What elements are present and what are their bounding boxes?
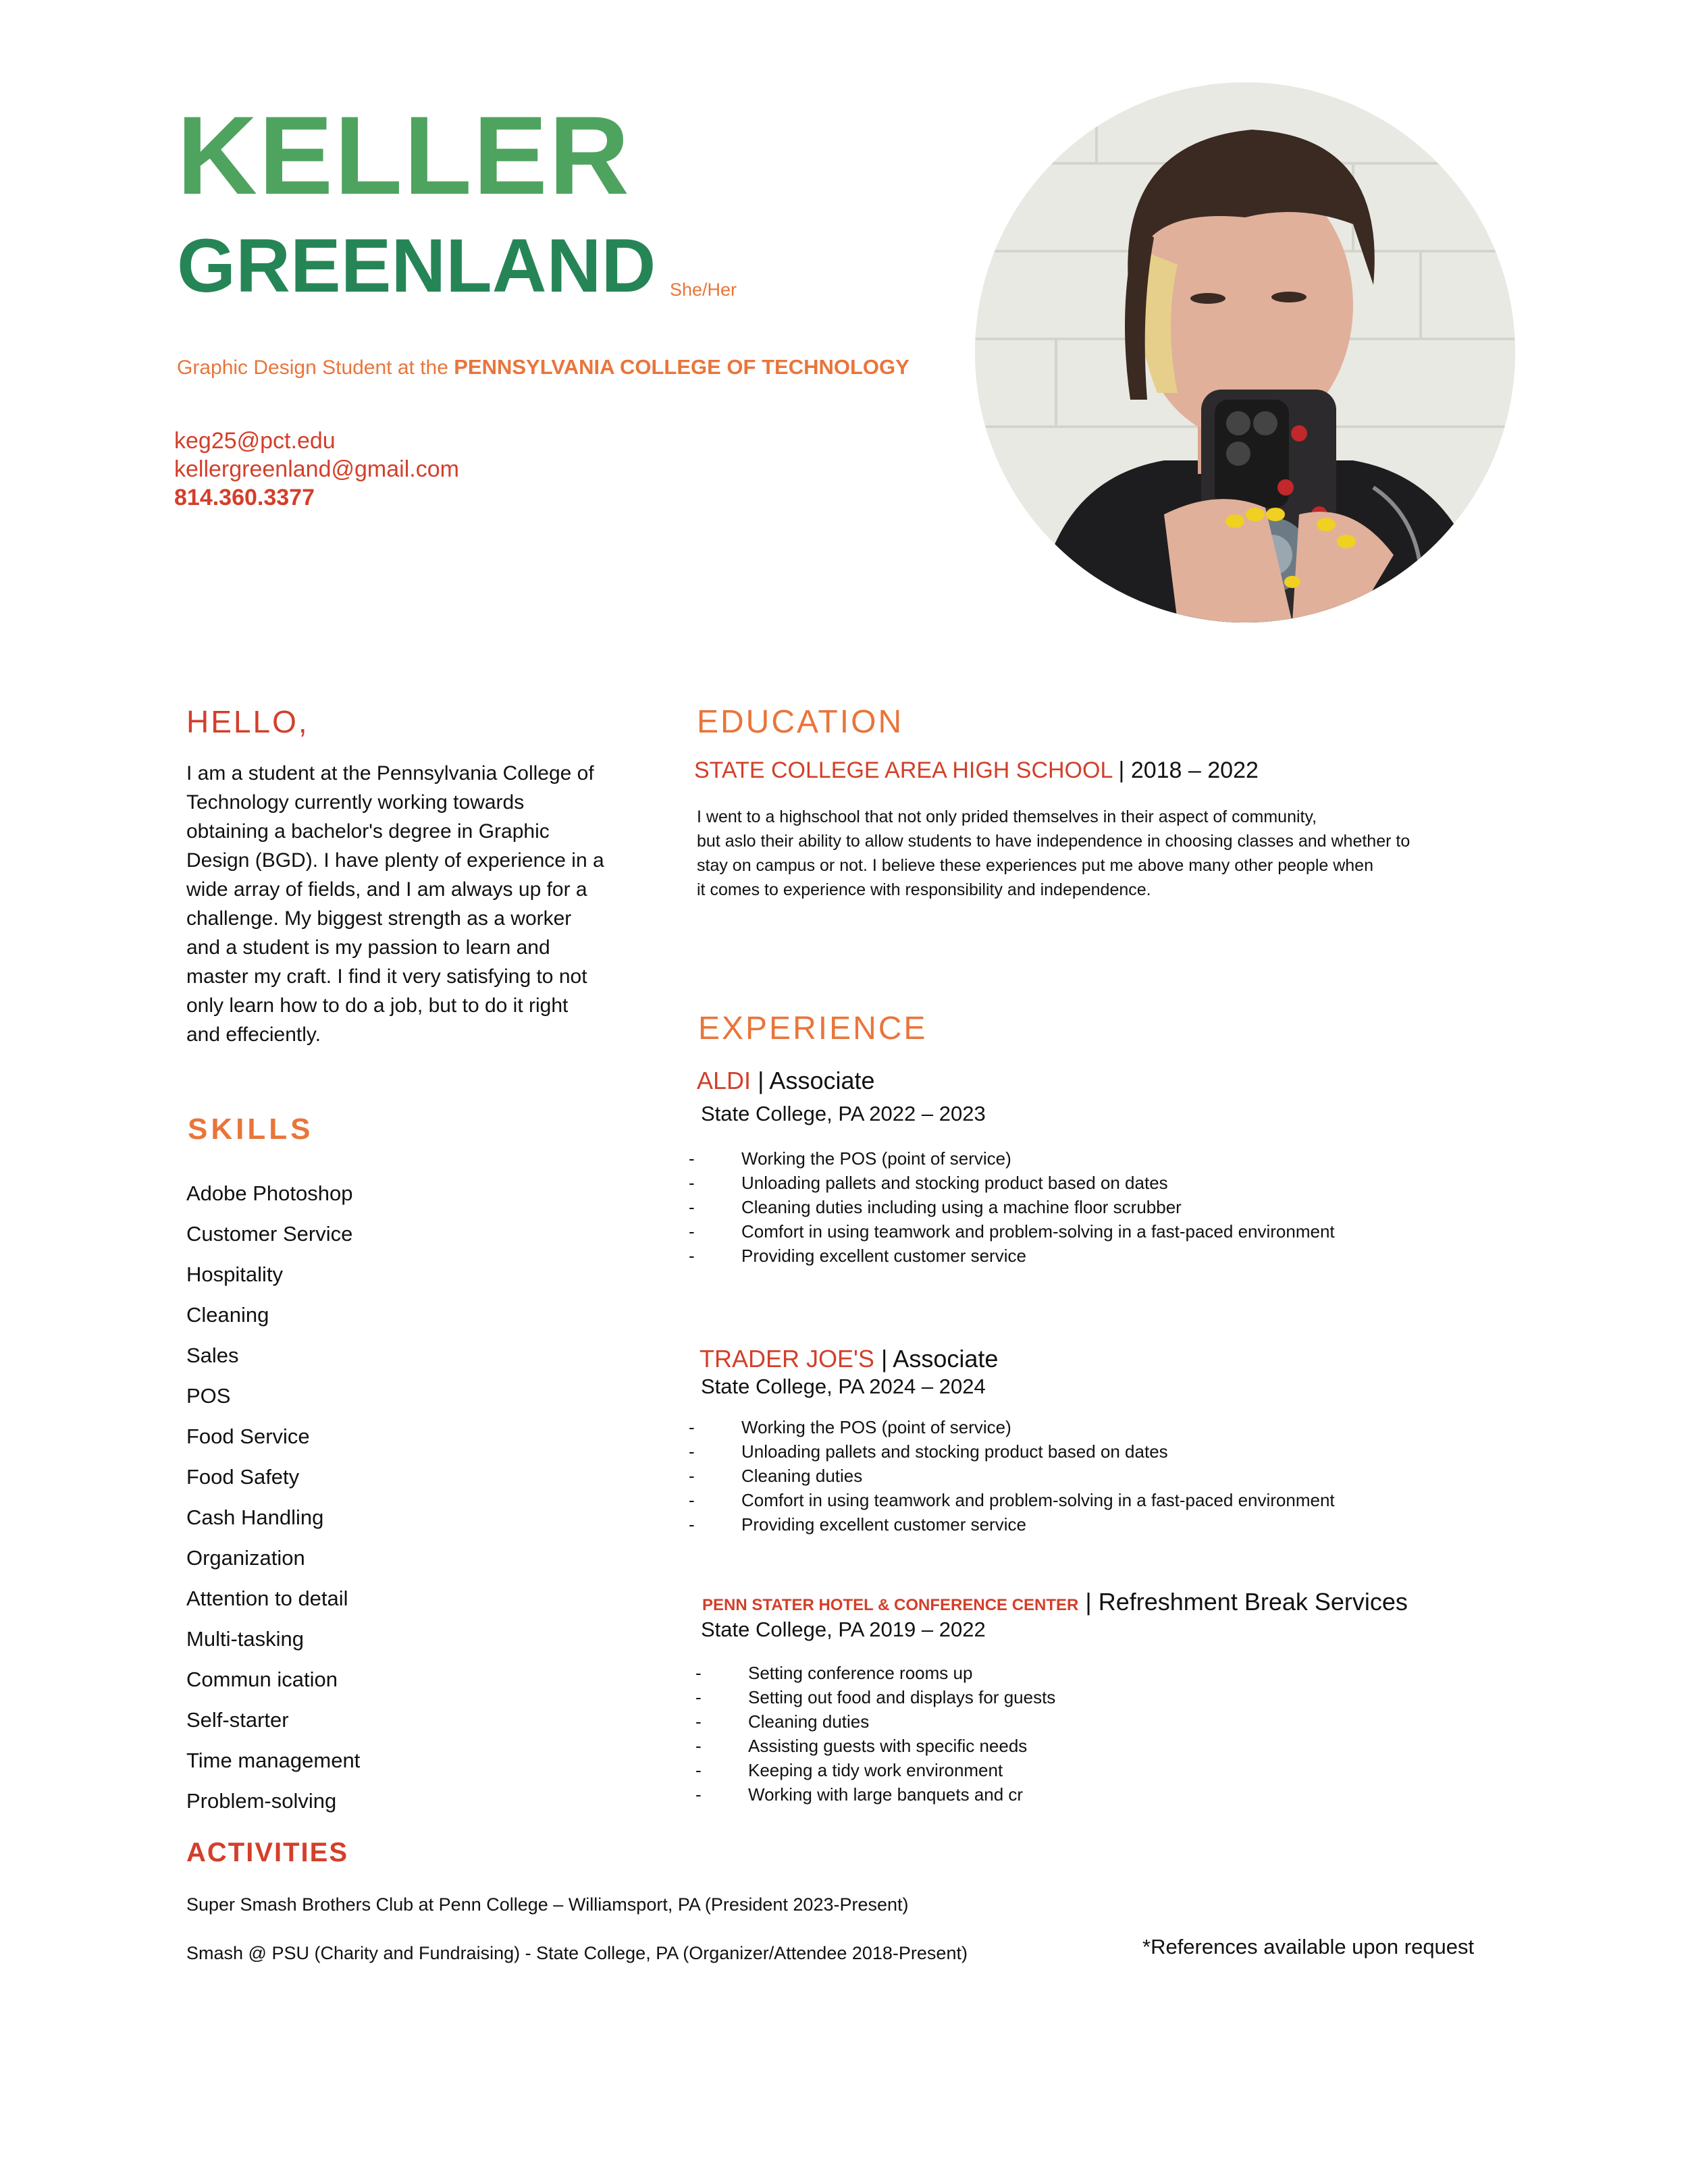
- job-role: | Associate: [880, 1345, 999, 1373]
- duty-item: - Providing excellent customer service: [689, 1244, 1335, 1268]
- duty-item: - Keeping a tidy work environment: [695, 1758, 1055, 1782]
- skill-item: Adobe Photoshop: [186, 1181, 353, 1205]
- school-line: [694, 757, 1259, 784]
- job-role: | Associate: [758, 1067, 875, 1094]
- duty-item: - Cleaning duties: [689, 1464, 1335, 1488]
- duty-item: - Cleaning duties including using a machine floor scrubber: [689, 1195, 1335, 1219]
- duty-item: - Working with large banquets and cr: [695, 1782, 1055, 1807]
- skill-item: POS: [186, 1384, 231, 1408]
- job-title-aldi: [697, 1067, 875, 1095]
- skill-item: Time management: [186, 1749, 361, 1772]
- education-line: stay on campus or not. I believe these experiences put me above many other people when: [697, 856, 1373, 875]
- education-heading: EDUCATION: [697, 704, 904, 740]
- skill-item: Cleaning: [186, 1303, 269, 1327]
- job-location: State College, PA 2024 – 2024: [701, 1375, 986, 1398]
- skills-list: [186, 1173, 360, 1821]
- contact-info: [174, 427, 459, 512]
- activities-heading: ACTIVITIES: [186, 1838, 349, 1867]
- hello-heading: HELLO,: [186, 704, 309, 739]
- duty-item: - Setting conference rooms up: [695, 1661, 1055, 1685]
- job-duties-list: [695, 1661, 1055, 1807]
- email-personal[interactable]: kellergreenland@gmail.com: [174, 456, 459, 482]
- profile-photo-illustration: [975, 82, 1515, 622]
- skill-item: Hospitality: [186, 1262, 283, 1286]
- duty-item: - Cleaning duties: [695, 1709, 1055, 1734]
- skill-item: Sales: [186, 1343, 239, 1367]
- skill-item: Problem-solving: [186, 1789, 337, 1813]
- job-role: | Refreshment Break Services: [1085, 1588, 1408, 1616]
- job-duties-list: [689, 1415, 1335, 1537]
- duty-item: - Unloading pallets and stocking product based on dates: [689, 1171, 1335, 1195]
- education-line: I went to a highschool that not only prided themselves in their aspect of community,: [697, 807, 1317, 826]
- pronouns: She/Her: [670, 279, 737, 300]
- skill-item: Self-starter: [186, 1708, 289, 1732]
- education-line: it comes to experience with responsibility and independence.: [697, 880, 1151, 899]
- school-years: | 2018 – 2022: [1118, 757, 1259, 783]
- company-name: TRADER JOE'S: [700, 1345, 874, 1373]
- skill-item: Food Service: [186, 1424, 310, 1448]
- tagline-prefix: Graphic Design Student at the: [177, 356, 454, 379]
- references-note: *References available upon request: [1142, 1935, 1475, 1959]
- tagline-school: PENNSYLVANIA COLLEGE OF TECHNOLOGY: [454, 355, 909, 379]
- last-name: GREENLAND: [177, 223, 656, 308]
- activity-item: Super Smash Brothers Club at Penn College – Williamsport, PA (President 2023-Present): [186, 1894, 909, 1915]
- duty-item: - Working the POS (point of service): [689, 1415, 1335, 1439]
- job-location: State College, PA 2022 – 2023: [701, 1102, 986, 1125]
- tagline: [177, 355, 909, 379]
- duty-item: - Assisting guests with specific needs: [695, 1734, 1055, 1758]
- duty-item: - Comfort in using teamwork and problem-solving in a fast-paced environment: [689, 1488, 1335, 1512]
- company-name: ALDI: [697, 1067, 751, 1094]
- duty-item: - Setting out food and displays for guests: [695, 1685, 1055, 1709]
- skill-item: Customer Service: [186, 1222, 353, 1246]
- skills-heading: SKILLS: [188, 1113, 314, 1146]
- skill-item: Attention to detail: [186, 1587, 348, 1610]
- duty-item: - Providing excellent customer service: [689, 1512, 1335, 1537]
- phone-number[interactable]: 814.360.3377: [174, 485, 315, 510]
- company-name: PENN STATER HOTEL & CONFERENCE CENTER: [702, 1596, 1079, 1614]
- job-title-trader-joes: [700, 1345, 998, 1373]
- experience-heading: EXPERIENCE: [698, 1011, 928, 1046]
- about-text: I am a student at the Pennsylvania College of Technology currently working towards obtaining a bachelor's degree in Graphic Design (BGD). I have plenty of experience in a wide array of fields, and I am always up for a challenge. My biggest strength as a worker and a student is my passion to learn and master my craft. I find it very satisfying to not only learn how to do a job, but to do it right and effeciently.: [186, 762, 604, 1046]
- duty-item: - Working the POS (point of service): [689, 1146, 1335, 1171]
- skill-item: Multi-tasking: [186, 1627, 304, 1651]
- duty-item: - Comfort in using teamwork and problem-solving in a fast-paced environment: [689, 1219, 1335, 1244]
- job-duties-list: [689, 1146, 1335, 1268]
- activity-item: Smash @ PSU (Charity and Fundraising) - State College, PA (Organizer/Attendee 2018-Present): [186, 1943, 968, 1963]
- skill-item: Food Safety: [186, 1465, 300, 1489]
- skill-item: Commun ication: [186, 1668, 338, 1691]
- first-name: KELLER: [177, 93, 631, 217]
- duty-item: - Unloading pallets and stocking product based on dates: [689, 1439, 1335, 1464]
- skill-item: Cash Handling: [186, 1506, 324, 1529]
- school-name: STATE COLLEGE AREA HIGH SCHOOL: [694, 757, 1113, 783]
- skill-item: Organization: [186, 1546, 305, 1570]
- job-title-penn-stater: [702, 1588, 1408, 1616]
- education-line: but aslo their ability to allow students to have independence in choosing classes and whether to: [697, 832, 1410, 851]
- email-school[interactable]: keg25@pct.edu: [174, 428, 336, 454]
- profile-photo: [975, 82, 1515, 622]
- job-location: State College, PA 2019 – 2022: [701, 1618, 986, 1641]
- education-description: [697, 805, 1521, 902]
